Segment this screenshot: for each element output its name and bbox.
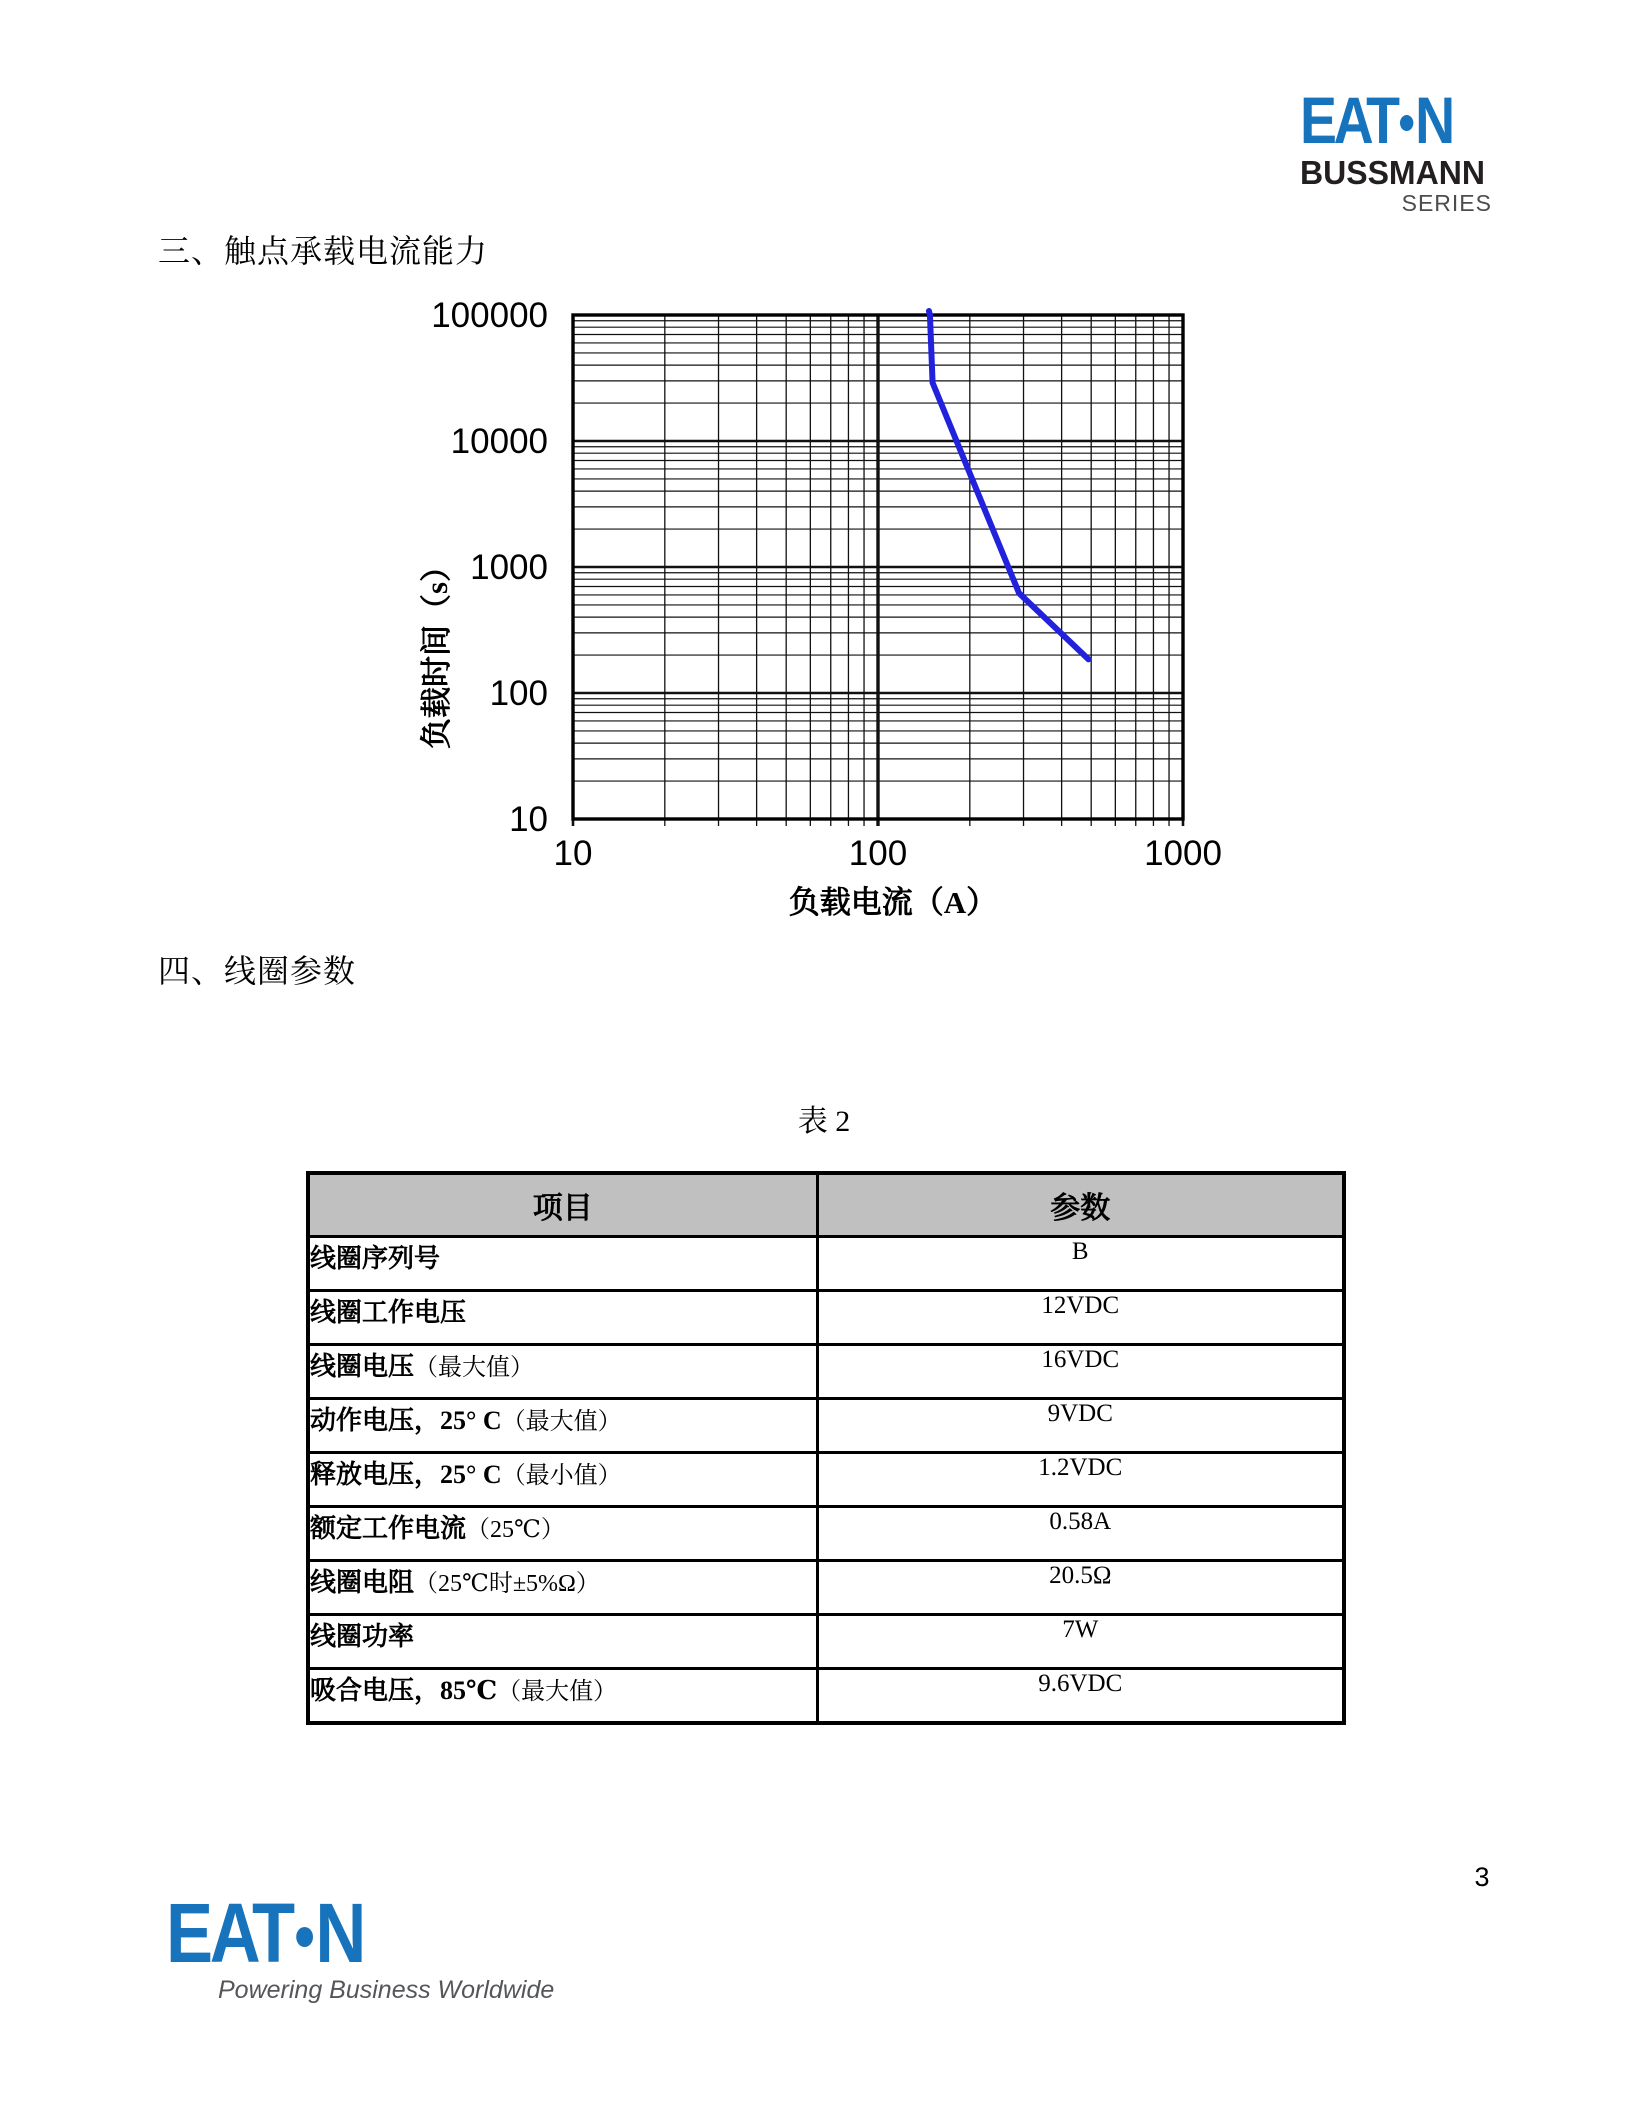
eaton-wordmark bbox=[1300, 83, 1461, 157]
item-label: 线圈工作电压 bbox=[310, 1298, 467, 1327]
item-note: （最小值） bbox=[501, 1463, 622, 1489]
item-cell bbox=[308, 1615, 817, 1669]
y-tick-label: 100 bbox=[489, 674, 548, 713]
item-label: 额定工作电流 bbox=[310, 1514, 467, 1543]
eaton-wordmark-right: N bbox=[315, 1886, 363, 1980]
table-row bbox=[308, 1507, 1344, 1561]
x-tick-label: 100 bbox=[848, 834, 908, 873]
chart-grid bbox=[573, 315, 1183, 826]
value-cell: 20.5Ω bbox=[817, 1561, 1344, 1615]
table-header-row bbox=[308, 1173, 1344, 1237]
table-row bbox=[308, 1615, 1344, 1669]
item-cell bbox=[308, 1453, 817, 1507]
item-note: （25℃时±5%Ω） bbox=[414, 1571, 600, 1597]
item-label: 线圈电压 bbox=[310, 1352, 415, 1381]
value-cell: 7W bbox=[817, 1615, 1344, 1669]
item-note: （最大值） bbox=[497, 1679, 618, 1705]
value-cell: 12VDC bbox=[817, 1291, 1344, 1345]
item-cell bbox=[308, 1399, 817, 1453]
item-cell bbox=[308, 1507, 817, 1561]
coil-parameter-table bbox=[306, 1171, 1346, 1725]
section-heading-contact-capacity: 三、触点承载电流能力 bbox=[158, 233, 489, 269]
table-row bbox=[308, 1399, 1344, 1453]
item-label: 吸合电压，85℃ bbox=[310, 1676, 498, 1705]
table-row bbox=[308, 1561, 1344, 1615]
brand-logo-top bbox=[1300, 83, 1492, 216]
item-cell bbox=[308, 1237, 817, 1291]
value-cell: 0.58A bbox=[817, 1507, 1344, 1561]
item-cell bbox=[308, 1291, 817, 1345]
value-cell: 16VDC bbox=[817, 1345, 1344, 1399]
column-header-param: 参数 bbox=[817, 1173, 1344, 1237]
x-axis-title: 负载电流（A） bbox=[788, 885, 998, 920]
item-label: 线圈电阻 bbox=[310, 1568, 415, 1597]
y-axis-title: 负载时间（s） bbox=[419, 550, 454, 750]
load-chart-svg bbox=[400, 298, 1230, 948]
item-cell bbox=[308, 1345, 817, 1399]
item-cell bbox=[308, 1669, 817, 1724]
value-cell: 9.6VDC bbox=[817, 1669, 1344, 1724]
x-tick-label: 10 bbox=[553, 834, 593, 873]
series-label: SERIES bbox=[1401, 190, 1492, 216]
chart-curve-line bbox=[929, 311, 1089, 659]
table-row bbox=[308, 1669, 1344, 1724]
y-tick-label: 10000 bbox=[450, 422, 548, 461]
chart-curve bbox=[929, 311, 1089, 659]
brand-tagline: Powering Business Worldwide bbox=[218, 1976, 555, 2004]
value-cell: B bbox=[817, 1237, 1344, 1291]
item-note: （最大值） bbox=[501, 1409, 622, 1435]
x-tick-label: 1000 bbox=[1144, 834, 1222, 873]
item-label: 线圈序列号 bbox=[310, 1244, 441, 1273]
chart-tick-labels bbox=[431, 298, 1222, 873]
eaton-wordmark-left: EAT bbox=[1300, 83, 1397, 157]
item-label: 释放电压，25° C bbox=[310, 1460, 502, 1489]
eaton-wordmark-left: EAT bbox=[166, 1886, 292, 1980]
value-cell: 9VDC bbox=[817, 1399, 1344, 1453]
table-row bbox=[308, 1453, 1344, 1507]
item-note: （最大值） bbox=[414, 1355, 535, 1381]
item-cell bbox=[308, 1561, 817, 1615]
item-note: （25℃） bbox=[466, 1517, 565, 1543]
y-tick-label: 1000 bbox=[470, 548, 548, 587]
column-header-item: 项目 bbox=[308, 1173, 817, 1237]
page-number: 3 bbox=[1474, 1862, 1490, 1892]
y-tick-label: 10 bbox=[509, 800, 548, 839]
table-row bbox=[308, 1345, 1344, 1399]
item-label: 线圈功率 bbox=[310, 1622, 415, 1651]
bussmann-label: BUSSMANN bbox=[1300, 154, 1485, 191]
y-tick-label: 100000 bbox=[431, 298, 548, 335]
table-caption: 表 2 bbox=[797, 1105, 851, 1138]
eaton-logo-dot bbox=[296, 1927, 313, 1947]
section-heading-coil-params: 四、线圈参数 bbox=[158, 953, 357, 989]
table-row bbox=[308, 1237, 1344, 1291]
eaton-wordmark bbox=[166, 1886, 492, 1980]
value-cell: 1.2VDC bbox=[817, 1453, 1344, 1507]
brand-logo-bottom bbox=[166, 1886, 555, 2005]
item-label: 动作电压，25° C bbox=[310, 1406, 502, 1435]
table-row bbox=[308, 1291, 1344, 1345]
eaton-logo-dot bbox=[1400, 115, 1413, 131]
load-current-chart bbox=[400, 298, 1230, 948]
eaton-wordmark-right: N bbox=[1415, 83, 1452, 157]
